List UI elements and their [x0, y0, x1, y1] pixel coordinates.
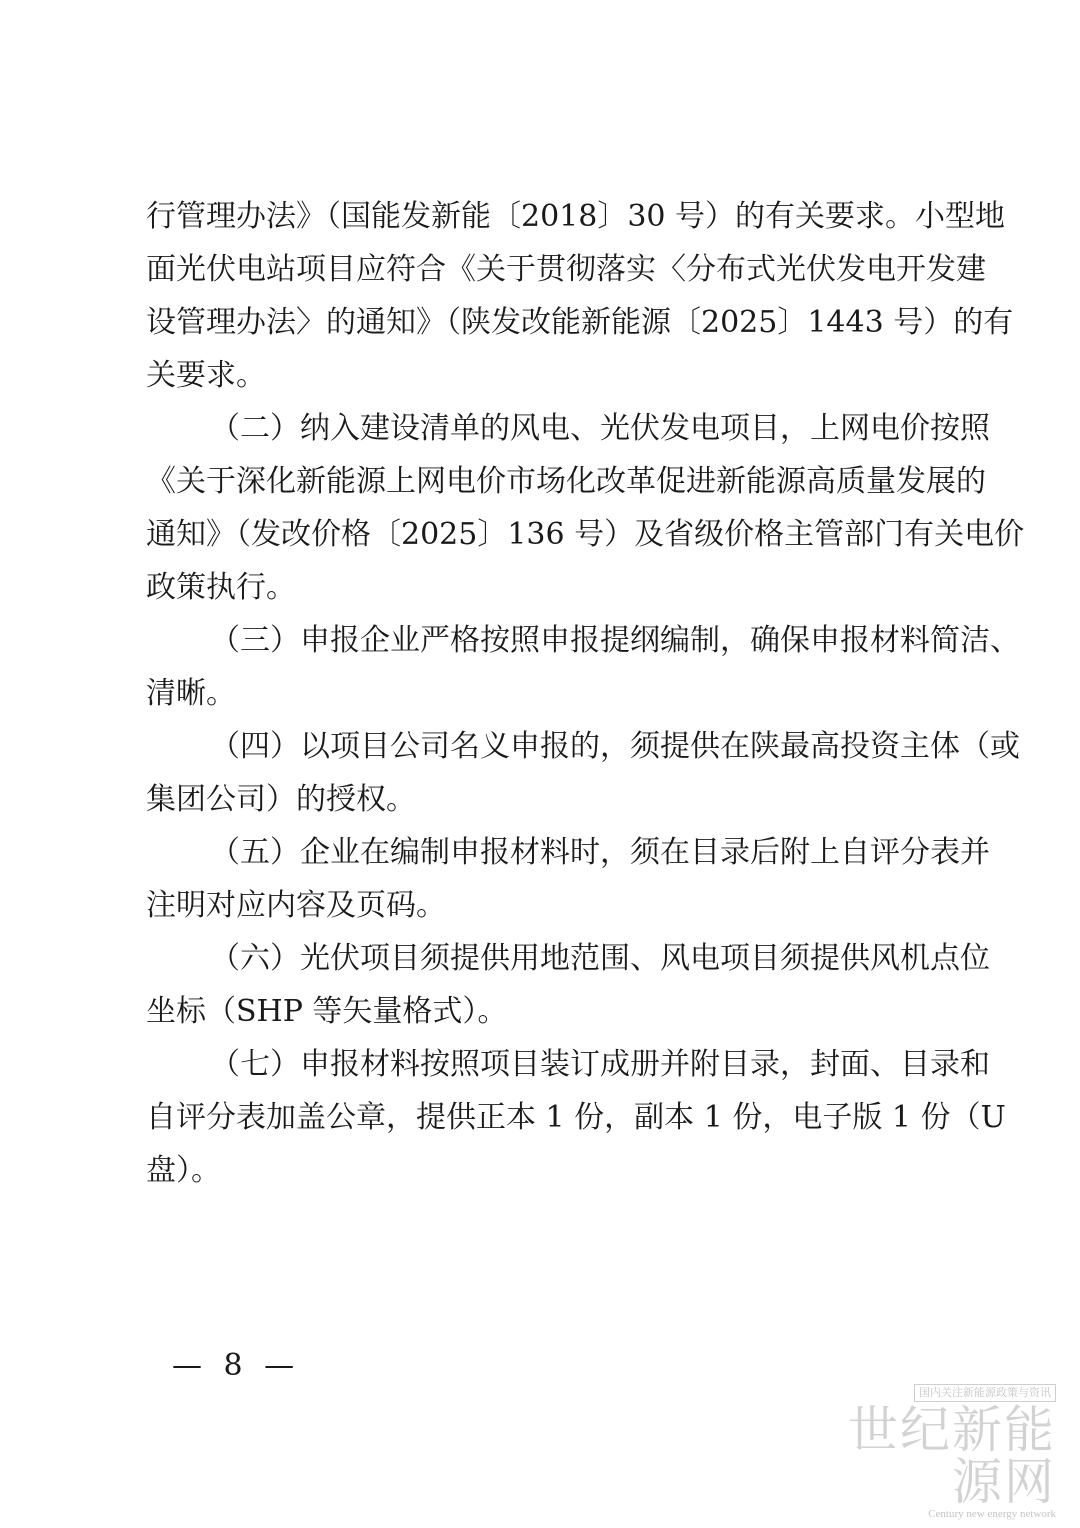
text-line: 行管理办法》（国能发新能〔2018〕30 号）的有关要求。小型地: [146, 199, 1006, 234]
paragraph-item-7: [146, 1038, 1006, 1197]
paragraph-continuation: [146, 190, 1014, 402]
text-line: 通知》（发改价格〔2025〕136 号）及省级价格主管部门有关电价: [146, 517, 1025, 552]
text-line: 坐标（SHP 等矢量格式）。: [146, 994, 508, 1029]
text-line: （四）以项目公司名义申报的，须提供在陕最高投资主体（或: [210, 729, 1020, 764]
watermark-subtitle: Century new energy network: [928, 1508, 1056, 1520]
paragraph-item-3: [146, 614, 1020, 720]
watermark-logo: [806, 1381, 1056, 1520]
text-line: 清晰。: [146, 676, 236, 711]
page-number: — 8 —: [172, 1348, 301, 1383]
paragraph-item-5: [146, 826, 990, 932]
text-line: （三）申报企业严格按照申报提纲编制，确保申报材料简洁、: [210, 623, 1020, 658]
paragraph-item-2: [146, 402, 1025, 614]
text-line: 盘）。: [146, 1153, 221, 1188]
text-line: 自评分表加盖公章，提供正本 1 份，副本 1 份，电子版 1 份（U: [146, 1100, 1006, 1135]
paragraph-item-4: [146, 720, 1020, 826]
watermark-tagline: 国内关注新能源政策与资讯: [914, 1384, 1056, 1402]
document-body: [146, 190, 1025, 1197]
text-line: 《关于深化新能源上网电价市场化改革促进新能源高质量发展的: [146, 464, 986, 499]
text-line: 设管理办法〉的通知》（陕发改能新能源〔2025〕1443 号）的有: [146, 305, 1014, 340]
text-line: （二）纳入建设清单的风电、光伏发电项目，上网电价按照: [210, 411, 990, 446]
text-line: 注明对应内容及页码。: [146, 888, 446, 923]
paragraph-item-6: [146, 932, 990, 1038]
text-line: 面光伏电站项目应符合《关于贯彻落实〈分布式光伏发电开发建: [146, 252, 986, 287]
text-line: （七）申报材料按照项目装订成册并附目录，封面、目录和: [210, 1047, 990, 1082]
text-line: 关要求。: [146, 358, 266, 393]
text-line: （五）企业在编制申报材料时，须在目录后附上自评分表并: [210, 835, 990, 870]
watermark-logo-text: 世纪新能源网: [848, 1401, 1056, 1511]
text-line: 集团公司）的授权。: [146, 782, 416, 817]
text-line: 政策执行。: [146, 570, 296, 605]
text-line: （六）光伏项目须提供用地范围、风电项目须提供风机点位: [210, 941, 990, 976]
